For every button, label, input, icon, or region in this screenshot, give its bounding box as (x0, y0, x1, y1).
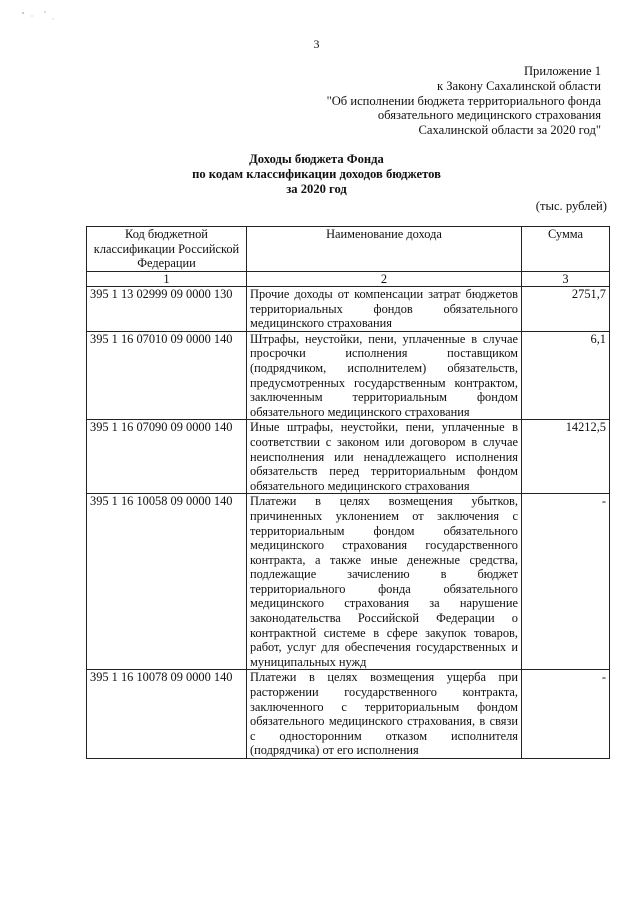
appendix-line: Сахалинской области за 2020 год" (418, 123, 601, 138)
title-line: Доходы бюджета Фонда (249, 152, 384, 166)
column-number: 1 (87, 272, 247, 287)
unit-label: (тыс. рублей) (535, 199, 607, 213)
table-header-row (87, 227, 610, 272)
income-table (86, 226, 610, 759)
row-code: 395 1 16 10078 09 0000 140 (87, 670, 247, 759)
table-row (87, 420, 610, 494)
appendix-line: к Закону Сахалинской области (436, 78, 601, 93)
page-number: 3 (313, 37, 320, 51)
header-code: Код бюджетной классификации Российской Федерации (87, 227, 247, 272)
appendix-line: Приложение 1 (523, 64, 601, 78)
column-number-row (87, 272, 610, 287)
column-number: 2 (247, 272, 522, 287)
scan-specks-decoration (20, 10, 60, 24)
table-row (87, 287, 610, 332)
row-name: Прочие доходы от компенсации затрат бюджетов территориальных фондов обязательного медицинского страхования (247, 287, 522, 332)
header-sum: Сумма (522, 227, 610, 272)
table-row (87, 331, 610, 420)
table-row (87, 494, 610, 670)
row-sum: 2751,7 (522, 287, 610, 332)
row-code: 395 1 16 07010 09 0000 140 (87, 331, 247, 420)
row-code: 395 1 13 02999 09 0000 130 (87, 287, 247, 332)
appendix-line: "Об исполнении бюджета территориального фонда (326, 93, 601, 108)
appendix-line: обязательного медицинского страхования (377, 108, 601, 123)
row-code: 395 1 16 07090 09 0000 140 (87, 420, 247, 494)
table-row (87, 670, 610, 759)
row-code: 395 1 16 10058 09 0000 140 (87, 494, 247, 670)
header-name: Наименование дохода (247, 227, 522, 272)
row-name: Иные штрафы, неустойки, пени, уплаченные в соответствии с законом или договором в случае неисполнения или ненадлежащего исполнения обязательств перед территориальным фондом обязательного медицинского страхования (247, 420, 522, 494)
row-name: Платежи в целях возмещения ущерба при расторжении государственного контракта, заключенного с территориальным фондом обязательного медицинского страхования, в связи с односторонним отказом исполнителя (подрядчика) от его исполнения (247, 670, 522, 759)
row-name: Платежи в целях возмещения убытков, причиненных уклонением от заключения с территориальным фондом обязательного медицинского страхования государственного контракта, а также иные денежные средства, подлежащие зачислению в бюджет территориального фонда обязательного медицинского страхования за нарушение законодательства Российской Федерации о контрактной системе в сфере закупок товаров, работ, услуг для обеспечения государственных и муниципальных нужд (247, 494, 522, 670)
row-sum: 6,1 (522, 331, 610, 420)
appendix-header (327, 64, 601, 138)
row-sum: - (522, 494, 610, 670)
row-sum: 14212,5 (522, 420, 610, 494)
row-sum: - (522, 670, 610, 759)
document-title (0, 152, 633, 196)
title-line: за 2020 год (286, 181, 347, 196)
row-name: Штрафы, неустойки, пени, уплаченные в случае просрочки исполнения поставщиком (подрядчиком, исполнителем) обязательств, предусмотренных государственным контрактом, заключенным территориальным фондом обязательного медицинского страхования (247, 331, 522, 420)
column-number: 3 (522, 272, 610, 287)
title-line: по кодам классификации доходов бюджетов (192, 166, 441, 181)
